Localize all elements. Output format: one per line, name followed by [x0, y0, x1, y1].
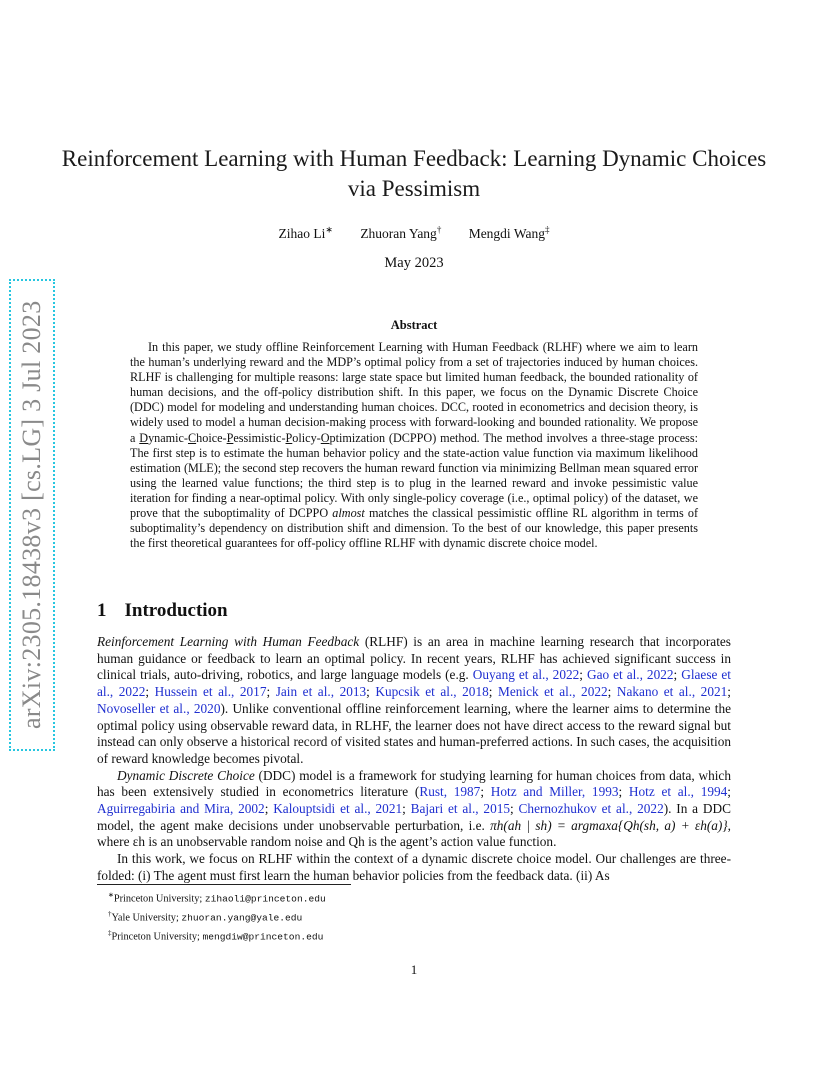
paragraph-text: , where εh is an unobservable random noise and Qh is the agent’s action value function.: [97, 817, 731, 850]
author: [360, 226, 441, 241]
footnote: [108, 888, 326, 907]
footnote-affiliation: Princeton University;: [113, 893, 203, 905]
footnote: [108, 907, 326, 926]
paragraph-text: In this work, we focus on RLHF within the context of a dynamic discrete choice model. Our challenges are three-folded: (i) The agent must first learn the human behavior policies from the feedback data. (ii) As: [97, 851, 731, 883]
footnotes: [108, 888, 326, 946]
method-word: olicy-: [292, 430, 321, 445]
citation-link[interactable]: Aguirregabiria and Mira, 2002: [97, 801, 265, 817]
section-title: Introduction: [124, 600, 228, 621]
footnote-mark: †: [108, 910, 112, 919]
method-word: essimistic-: [233, 430, 286, 445]
author-name: Zhuoran Yang: [360, 225, 437, 241]
abstract-part: matches the classical pessimistic offline RL algorithm in terms of suboptimality’s dependency on distribution shift and dimension. To the best of our knowledge, this paper presents the first theoretical guarantees for off-policy offline RLHF with dynamic discrete choice model.: [130, 506, 699, 551]
citation-link[interactable]: Nakano et al., 2021: [616, 684, 728, 700]
citation-link[interactable]: Novoseller et al., 2020: [97, 700, 221, 716]
citation-link[interactable]: Chernozhukov et al., 2022: [518, 801, 664, 817]
citation-link[interactable]: Kupcsik et al., 2018: [375, 684, 489, 700]
footnote: [108, 926, 326, 945]
paper-title: Reinforcement Learning with Human Feedback: Learning Dynamic Choices via Pessimism: [61, 146, 767, 201]
publication-date: May 2023: [384, 255, 444, 271]
section-number: 1: [97, 600, 107, 621]
footnote-email[interactable]: mengdiw@princeton.edu: [202, 931, 324, 943]
citation-link[interactable]: Menick et al., 2022: [498, 684, 608, 700]
paragraph-text: ). Unlike conventional offline reinforcement learning, where the learner aims to determine the optimal policy using observable reward data, in RLHF, the learner does not have direct access to the reward signal but instead can only observe a historical record of visited states and human-preferred actions. In such cases, the acquisition of reward knowledge becomes pivotal.: [97, 700, 731, 766]
citation-link[interactable]: Hussein et al., 2017: [154, 684, 267, 700]
footnote-mark: ‡: [108, 929, 112, 938]
abstract-heading: Abstract: [390, 318, 438, 332]
term-emphasis: Dynamic Discrete Choice: [117, 767, 255, 783]
method-letter: D: [139, 430, 149, 445]
footnote-divider: [97, 884, 351, 885]
footnote-affiliation: Princeton University;: [111, 931, 200, 943]
footnote-email[interactable]: zihaoli@princeton.edu: [204, 893, 326, 905]
section-heading: [97, 600, 228, 622]
citation-link[interactable]: Hotz and Miller, 1993: [490, 784, 619, 800]
method-letter: P: [226, 430, 234, 445]
introduction-body: [97, 634, 731, 885]
math-expression: πh(ah | sh) = argmaxa{Qh(sh, a) + εh(a)}: [490, 817, 728, 833]
author-list: [0, 224, 828, 242]
footnote-affiliation: Yale University;: [111, 912, 179, 924]
abstract-part: In this paper, we study offline Reinforcement Learning with Human Feedback (RLHF) where we aim to learn the human’s underlying reward and the MDP’s optimal policy from a set of trajectories induced by human choices. RLHF is challenging for multiple reasons: large state space but limited human feedback, the bounded rationality of human decisions, and the off-policy distribution shift. In this paper, we focus on the Dynamic Discrete Choice (DDC) model for modeling and understanding human choices. DCC, rooted in econometrics and decision theory, is widely used to model a human decision-making process with forward-looking and bounded rationality. We propose a: [130, 340, 698, 445]
citation-link[interactable]: Hotz et al., 1994: [628, 784, 728, 800]
citation-link[interactable]: Gao et al., 2022: [586, 667, 674, 683]
author-footnote-mark[interactable]: ∗: [325, 224, 333, 234]
paragraph: Reinforcement Learning with Human Feedback (RLHF) is an area in machine learning research that incorporates human guidance or feedback to learn an optimal policy. In recent years, RLHF has achieved significant success in clinical trials, auto-driving, robotics, and large language models (e.g. Ouyang et al., 2022; Gao et al., 2022; Glaese et al., 2022; Hussein et al., 2017; Jain et al., 2013; Kupcsik et al., 2018; Menick et al., 2022; Nakano et al., 2021; Novoseller et al., 2020). Unlike conventional offline reinforcement learning, where the learner aims to determine the optimal policy using observable reward data, in RLHF, the learner does not have direct access to the reward signal but instead can only observe a historical record of visited states and human-preferred actions. In such cases, the acquisition of reward knowledge becomes pivotal.: [97, 634, 731, 766]
author-footnote-mark[interactable]: ‡: [544, 224, 550, 234]
paragraph-text: ). In a DDC model, the agent make decisions under unobservable perturbation, i.e.: [97, 801, 731, 833]
method-letter: P: [285, 430, 293, 445]
citation-link[interactable]: Ouyang et al., 2022: [472, 667, 580, 683]
footnote-email[interactable]: zhuoran.yang@yale.edu: [181, 912, 303, 924]
abstract-part: (DCPPO) method. The method involves a three-stage process: The first step is to estimate the human behavior policy and the state-action value function via maximum likelihood estimation (MLE); the second step recovers the human reward function via minimizing Bellman mean squared error using the learned value functions; the third step is to plug in the learned reward and invoke pessimistic value iteration for finding a near-optimal policy. With only single-policy coverage (i.e., optimal policy) of the dataset, we prove that the suboptimality of DCPPO: [130, 430, 699, 521]
paragraph: Dynamic Discrete Choice (DDC) model is a framework for studying learning for human choices from data, which has been extensively studied in econometrics literature (Rust, 1987; Hotz and Miller, 1993; Hotz et al., 1994; Aguirregabiria and Mira, 2002; Kalouptsidi et al., 2021; Bajari et al., 2015; Chernozhukov et al., 2022). In a DDC model, the agent make decisions under unobservable perturbation, i.e. πh(ah | sh) = argmaxa{Qh(sh, a) + εh(a)}, where εh is an unobservable random noise and Qh is the agent’s action value function.: [97, 767, 731, 850]
citation-link[interactable]: Kalouptsidi et al., 2021: [273, 801, 403, 817]
citation-link[interactable]: Jain et al., 2013: [275, 684, 367, 700]
paragraph-text: (RLHF) is an area in machine learning research that incorporates human guidance or feedback to learn an optimal policy. In recent years, RLHF has achieved significant success in clinical trials, auto-driving, robotics, and large language models (e.g.: [97, 634, 731, 683]
citation-link[interactable]: Glaese et al., 2022: [97, 667, 731, 700]
citation-link[interactable]: Bajari et al., 2015: [410, 801, 511, 817]
paragraph-text: (DDC) model is a framework for studying learning for human choices from data, which has been extensively studied in econometrics literature (: [97, 767, 731, 800]
method-word: ynamic-: [148, 430, 188, 445]
method-letter: O: [320, 430, 330, 445]
method-word: ptimization: [329, 430, 386, 445]
page-number: 1: [410, 962, 418, 977]
abstract-emphasis: almost: [332, 506, 365, 521]
term-emphasis: Reinforcement Learning with Human Feedback: [97, 634, 360, 649]
arxiv-identifier[interactable]: arXiv:2305.18438v3 [cs.LG] 3 Jul 2023: [10, 280, 54, 750]
paragraph: [97, 851, 731, 884]
citation-link[interactable]: Rust, 1987: [419, 784, 481, 800]
footnote-mark: ∗: [108, 891, 114, 899]
author-name: Mengdi Wang: [468, 225, 545, 241]
author-name: Zihao Li: [278, 225, 326, 241]
author: [279, 226, 333, 241]
method-word: hoice-: [196, 430, 227, 445]
author-footnote-mark[interactable]: †: [436, 224, 442, 234]
author: [469, 226, 550, 241]
method-letter: C: [188, 430, 197, 445]
abstract-text: [130, 340, 698, 551]
